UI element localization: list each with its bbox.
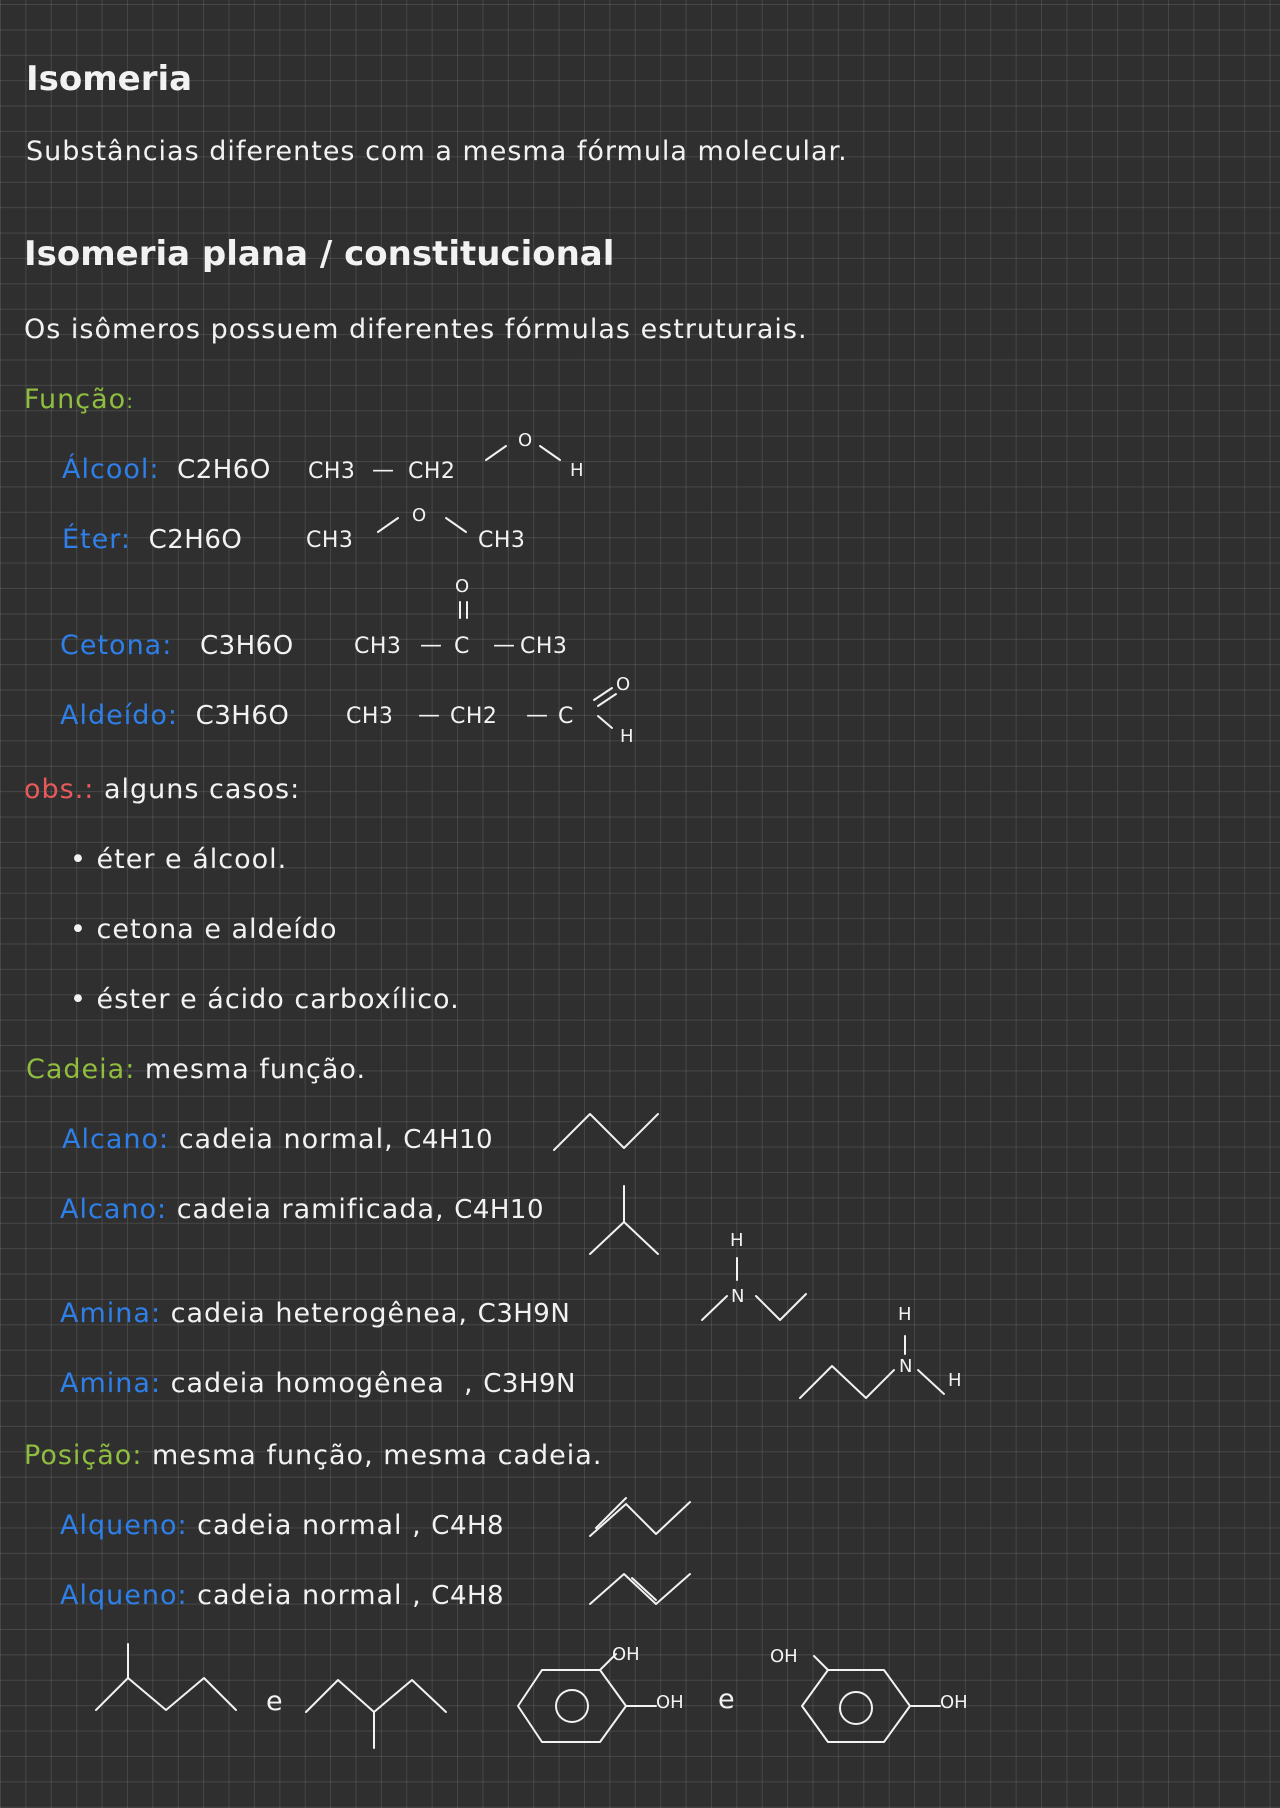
- funcao-row-cetona: Cetona: C3H6O: [60, 630, 294, 661]
- cadeia-row-alcano-ramificada: Alcano: cadeia ramificada, C4H10: [60, 1194, 545, 1225]
- funcao-row-aldeido: Aldeído: C3H6O: [60, 700, 290, 731]
- cadeia-row-amina-homogenea: Amina: cadeia homogênea , C3H9N: [60, 1368, 576, 1399]
- obs-bullet: • éster e ácido carboxílico.: [70, 984, 460, 1015]
- obs-line: obs.: alguns casos:: [24, 774, 301, 805]
- section-description: Os isômeros possuem diferentes fórmulas estruturais.: [24, 314, 808, 345]
- obs-bullet: • éter e álcool.: [70, 844, 288, 875]
- cadeia-row-amina-heterogenea: Amina: cadeia heterogênea, C3H9N: [60, 1298, 571, 1329]
- page-title: Isomeria: [26, 59, 193, 99]
- connector-e: e: [718, 1684, 736, 1715]
- section-title-plana: Isomeria plana / constitucional: [24, 234, 615, 274]
- posicao-row-alqueno-2: Alqueno: cadeia normal , C4H8: [60, 1580, 505, 1611]
- posicao-line: Posição: mesma função, mesma cadeia.: [24, 1440, 603, 1471]
- posicao-row-alqueno-1: Alqueno: cadeia normal , C4H8: [60, 1510, 505, 1541]
- funcao-row-eter: Éter: C2H6O: [62, 524, 243, 555]
- cadeia-line: Cadeia: mesma função.: [26, 1054, 367, 1085]
- connector-e: e: [266, 1686, 284, 1717]
- funcao-label: Função:: [24, 384, 134, 415]
- funcao-row-alcool: Álcool: C2H6O: [62, 454, 271, 485]
- cadeia-row-alcano-normal: Alcano: cadeia normal, C4H10: [62, 1124, 494, 1155]
- obs-bullet: • cetona e aldeído: [70, 914, 338, 945]
- definition-text: Substâncias diferentes com a mesma fórmula molecular.: [26, 136, 848, 167]
